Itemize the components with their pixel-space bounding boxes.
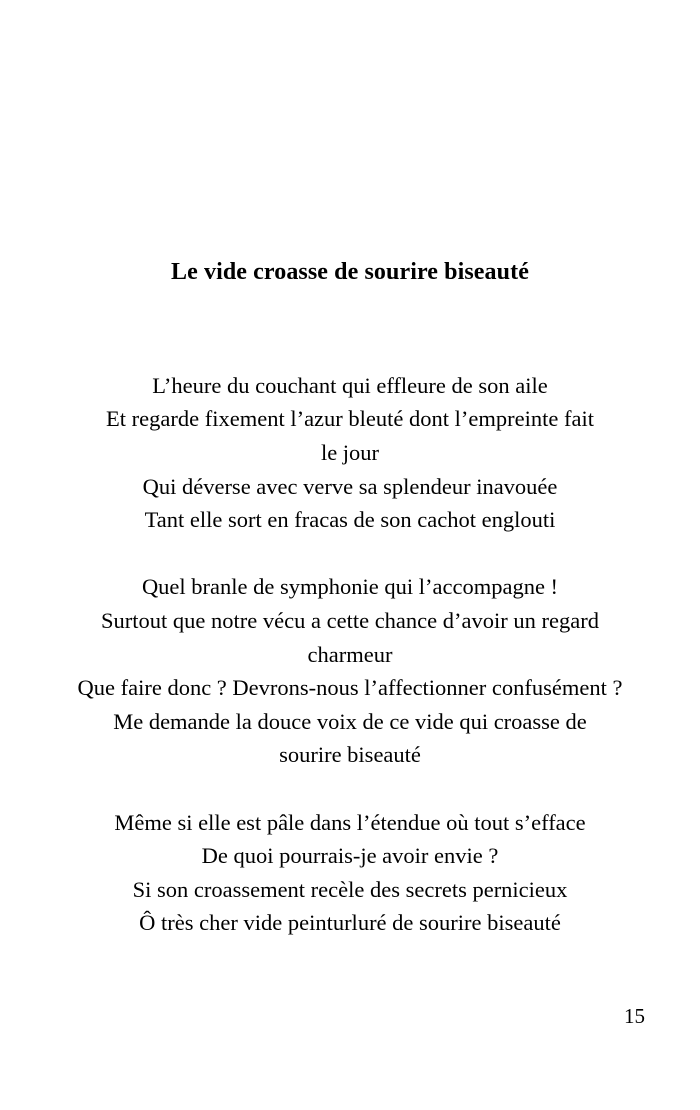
- poem-body: [60, 287, 640, 940]
- page-title: Le vide croasse de sourire biseauté: [171, 259, 529, 285]
- verse-line: Qui déverse avec verve sa splendeur inavouée: [142, 473, 558, 499]
- verse-line: Tant elle sort en fracas de son cachot englouti: [144, 507, 556, 533]
- verse-line: L’heure du couchant qui effleure de son aile: [152, 372, 548, 398]
- verse-line: Que faire donc ? Devrons-nous l’affectionner confusément ?: [77, 675, 623, 701]
- page-content: [60, 0, 640, 940]
- stanza: [60, 369, 640, 537]
- verse-line: Me demande la douce voix de ce vide qui croasse de: [113, 708, 587, 734]
- verse-line: Ô très cher vide peinturluré de sourire biseauté: [139, 910, 561, 936]
- stanza: [60, 570, 640, 772]
- verse-line: charmeur: [307, 641, 393, 667]
- page-number: 15: [624, 1004, 645, 1028]
- verse-line: Si son croassement recèle des secrets pernicieux: [132, 876, 568, 902]
- verse-line: Surtout que notre vécu a cette chance d’avoir un regard: [101, 607, 599, 633]
- verse-line: sourire biseauté: [279, 742, 421, 768]
- verse-line: Même si elle est pâle dans l’étendue où tout s’efface: [114, 809, 586, 835]
- verse-line: le jour: [320, 439, 380, 465]
- verse-line: De quoi pourrais-je avoir envie ?: [201, 843, 499, 869]
- verse-line: Et regarde fixement l’azur bleuté dont l’empreinte fait: [106, 406, 594, 432]
- verse-line: Quel branle de symphonie qui l’accompagne !: [141, 574, 559, 600]
- stanza: [60, 806, 640, 940]
